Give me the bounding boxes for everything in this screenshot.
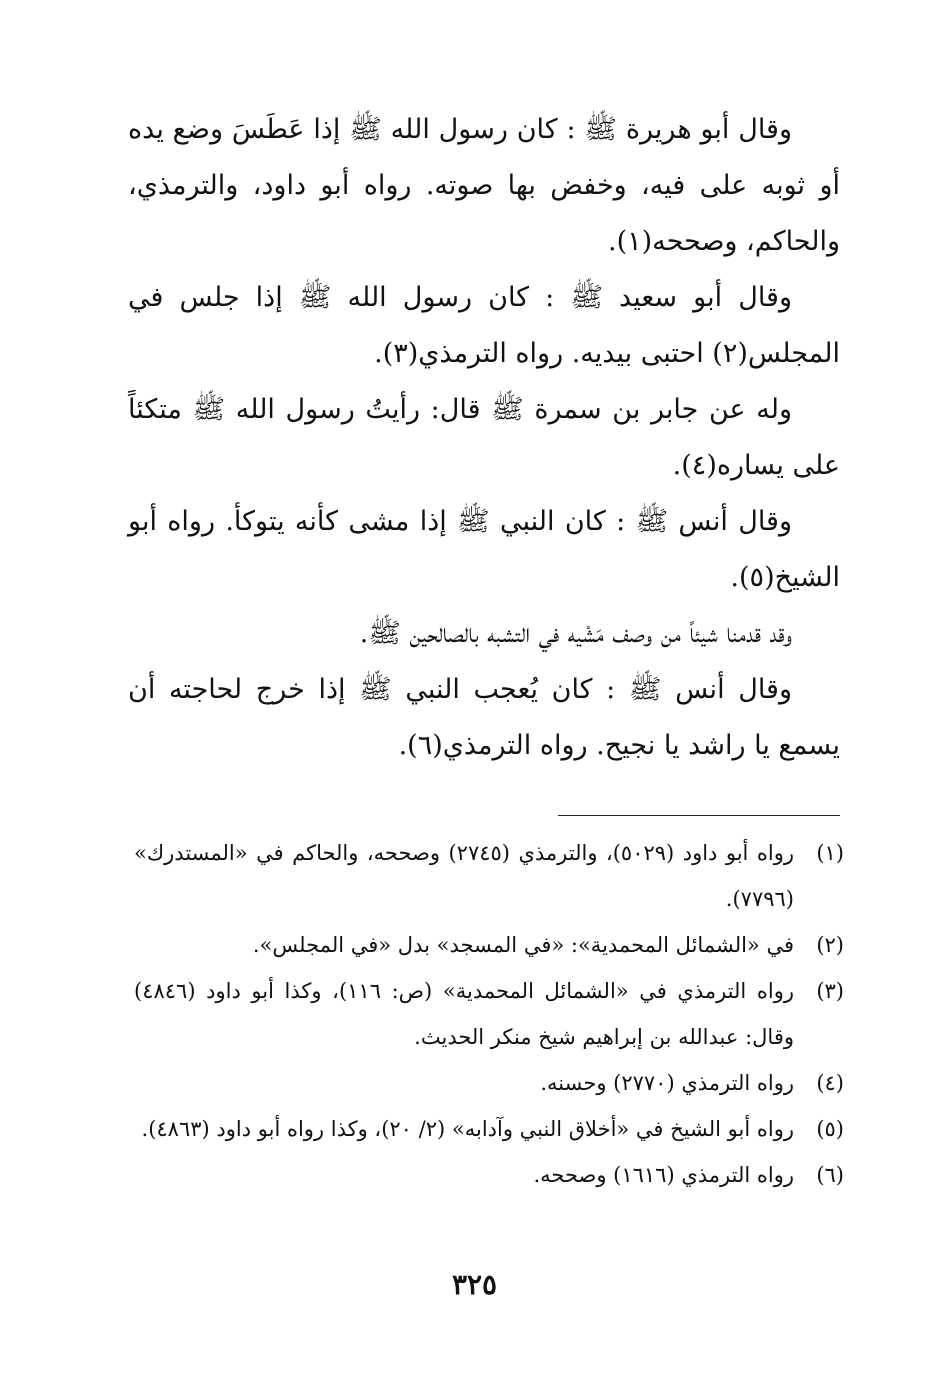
footnote — [134, 1106, 844, 1152]
footnote-text: في «الشمائل المحمدية»: «في المسجد» بدل «في المجلس». — [252, 933, 794, 957]
footnote-number: (٢) — [816, 933, 844, 957]
footnote-text: رواه الترمذي (٢٧٧٠) وحسنه. — [540, 1071, 794, 1095]
footnote-text: رواه الترمذي في «الشمائل المحمدية» (ص: ١١٦)، وكذا أبو داود (٤٨٤٦) وقال: عبدالله بن إبراهيم شيخ منكر الحديث. — [134, 979, 794, 1049]
paragraph-abu-hurayra-sneeze: وقال أبو هريرة ﷺ : كان رسول الله ﷺ إذا عَطَسَ وضع يده أو ثوبه على فيه، وخفض بها صوته. رواه أبو داود، والترمذي، والحاكم، وصححه(١). — [128, 114, 840, 257]
footnote — [134, 1152, 844, 1198]
footnotes-section — [134, 830, 844, 1198]
paragraph-anas-walking: وقال أنس ﷺ : كان النبي ﷺ إذا مشى كأنه يتوكأ. رواه أبو الشيخ(٥). — [128, 506, 840, 593]
footnote-text: رواه أبو الشيخ في «أخلاق النبي وآدابه» (٢/ ٢٠)، وكذا رواه أبو داود (٤٨٦٣). — [141, 1117, 794, 1141]
footnote-number: (٤) — [816, 1071, 844, 1095]
main-text-body — [128, 102, 840, 774]
footnote-number: (١) — [816, 841, 844, 865]
paragraph-abu-said-sitting: وقال أبو سعيد ﷺ : كان رسول الله ﷺ إذا جلس في المجلس(٢) احتبى بيديه. رواه الترمذي(٣). — [128, 282, 840, 369]
footnote — [134, 922, 844, 968]
footnote-number: (٦) — [816, 1163, 844, 1187]
footnote-number: (٣) — [816, 979, 844, 1003]
footnote-text: رواه الترمذي (١٦١٦) وصححه. — [533, 1163, 794, 1187]
footnote — [134, 968, 844, 1060]
footnote-divider — [558, 815, 840, 816]
footnote — [134, 1060, 844, 1106]
footnote-text: رواه أبو داود (٥٠٢٩)، والترمذي (٢٧٤٥) وصححه، والحاكم في «المستدرك» (٧٧٩٦). — [134, 841, 794, 911]
paragraph-jabir-reclining: وله عن جابر بن سمرة ﷺ قال: رأيتُ رسول الله ﷺ متكئاً على يساره(٤). — [128, 394, 840, 481]
page-number: ٣٢٥ — [451, 1268, 498, 1301]
paragraph-walking-reference: وقد قدمنا شيئاً من وصف مَشْيه في التشبه بالصالحين ﷺ. — [359, 618, 792, 649]
paragraph-anas-good-omen: وقال أنس ﷺ : كان يُعجب النبي ﷺ إذا خرج لحاجته أن يسمع يا راشد يا نجيح. رواه الترمذي(٦). — [128, 674, 840, 761]
footnote — [134, 830, 844, 922]
footnote-number: (٥) — [816, 1117, 844, 1141]
